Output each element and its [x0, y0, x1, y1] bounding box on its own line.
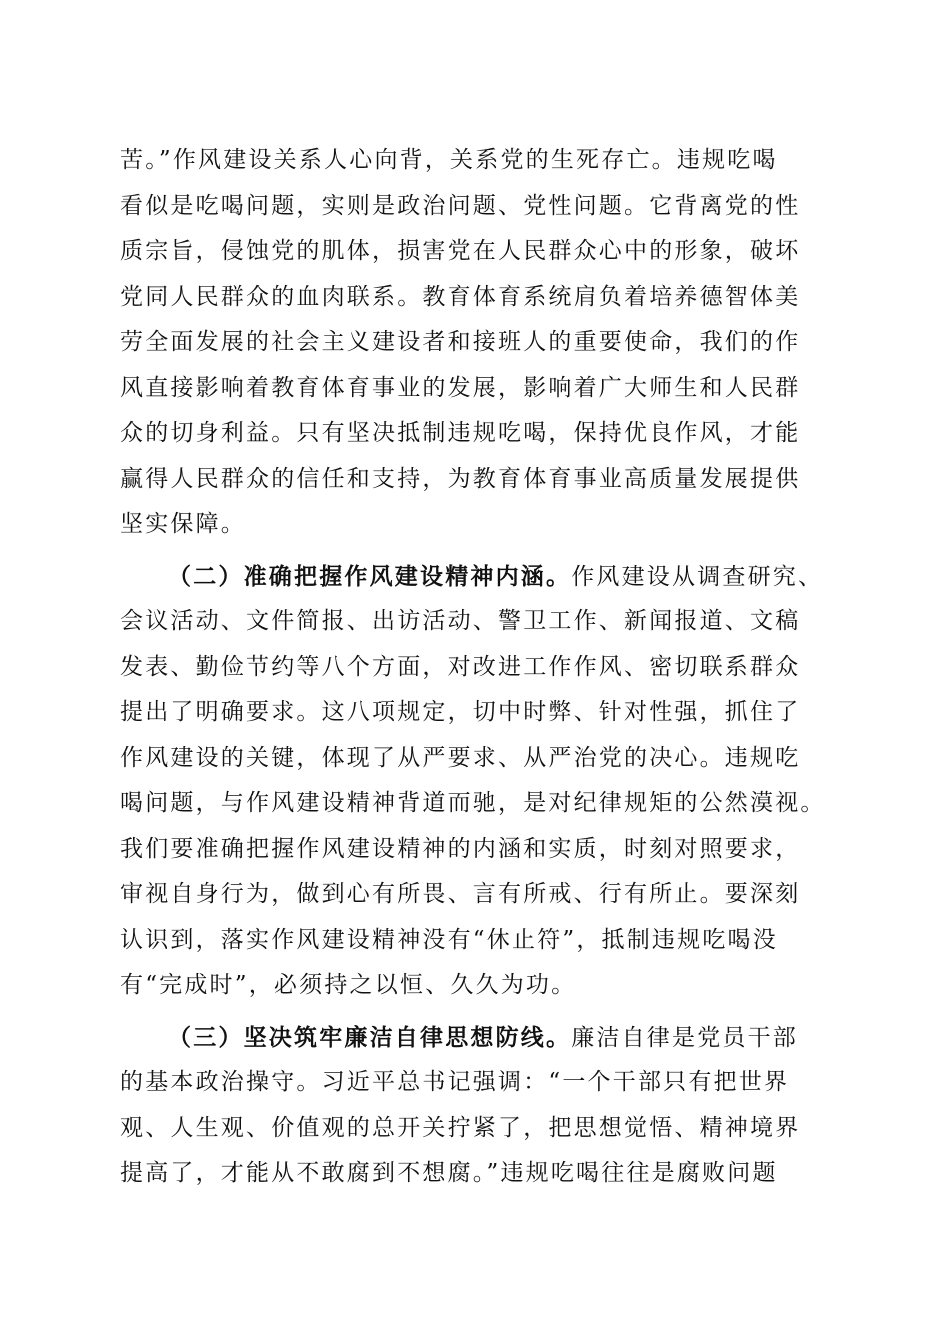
text-line: 党同人民群众的血肉联系。教育体育系统肩负着培养德智体美 — [120, 283, 801, 310]
text-line: 作风建设的关键，体现了从严要求、从严治党的决心。违规吃 — [120, 744, 801, 771]
text-line: 赢得人民群众的信任和支持，为教育体育事业高质量发展提供 — [120, 465, 801, 492]
text-line: 风直接影响着教育体育事业的发展，影响着广大师生和人民群 — [120, 374, 801, 401]
text-line: 劳全面发展的社会主义建设者和接班人的重要使命，我们的作 — [120, 329, 801, 355]
text-line: 坚实保障。 — [120, 511, 246, 537]
text-line: 的基本政治操守。习近平总书记强调：“一个干部只有把世界 — [120, 1069, 790, 1095]
document-body — [120, 138, 832, 1197]
text-line: 我们要准确把握作风建设精神的内涵和实质，时刻对照要求， — [120, 835, 801, 862]
text-run: 作风建设从调查研究、 — [571, 563, 824, 590]
section-heading: （三）坚决筑牢廉洁自律思想防线。 — [168, 1023, 572, 1051]
paragraph-3 — [120, 1015, 832, 1197]
text-line: 发表、勤俭节约等八个方面，对改进工作作风、密切联系群众 — [120, 653, 801, 680]
text-line: 观、人生观、价值观的总开关拧紧了，把思想觉悟、精神境界 — [120, 1114, 801, 1141]
text-line: 质宗旨，侵蚀党的肌体，损害党在人民群众心中的形象，破坏 — [120, 238, 801, 264]
text-line: 喝问题，与作风建设精神背道而驰，是对纪律规矩的公然漠视。 — [120, 790, 826, 816]
section-heading: （二）准确把握作风建设精神内涵。 — [168, 562, 572, 590]
text-line: 认识到，落实作风建设精神没有“休止符”，抵制违规吃喝没 — [120, 926, 778, 953]
text-line: 有“完成时”，必须持之以恒、久久为功。 — [120, 972, 577, 998]
text-line: 众的切身利益。只有坚决抵制违规吃喝，保持优良作风，才能 — [120, 420, 801, 446]
paragraph-first-line — [120, 554, 832, 600]
paragraph-2 — [120, 554, 832, 1009]
paragraph-1 — [120, 138, 832, 548]
text-run: 廉洁自律是党员干部 — [571, 1024, 799, 1051]
paragraph-first-line — [120, 1015, 832, 1061]
text-line: 会议活动、文件简报、出访活动、警卫工作、新闻报道、文稿 — [120, 608, 801, 634]
text-line: 苦。”作风建设关系人心向背，关系党的生死存亡。违规吃喝 — [120, 147, 778, 173]
text-line: 审视自身行为，做到心有所畏、言有所戒、行有所止。要深刻 — [120, 881, 801, 907]
text-line: 提高了，才能从不敢腐到不想腐。”违规吃喝往往是腐败问题 — [120, 1160, 778, 1186]
text-line: 提出了明确要求。这八项规定，切中时弊、针对性强，抓住了 — [120, 699, 801, 725]
text-line: 看似是吃喝问题，实则是政治问题、党性问题。它背离党的性 — [120, 192, 801, 219]
